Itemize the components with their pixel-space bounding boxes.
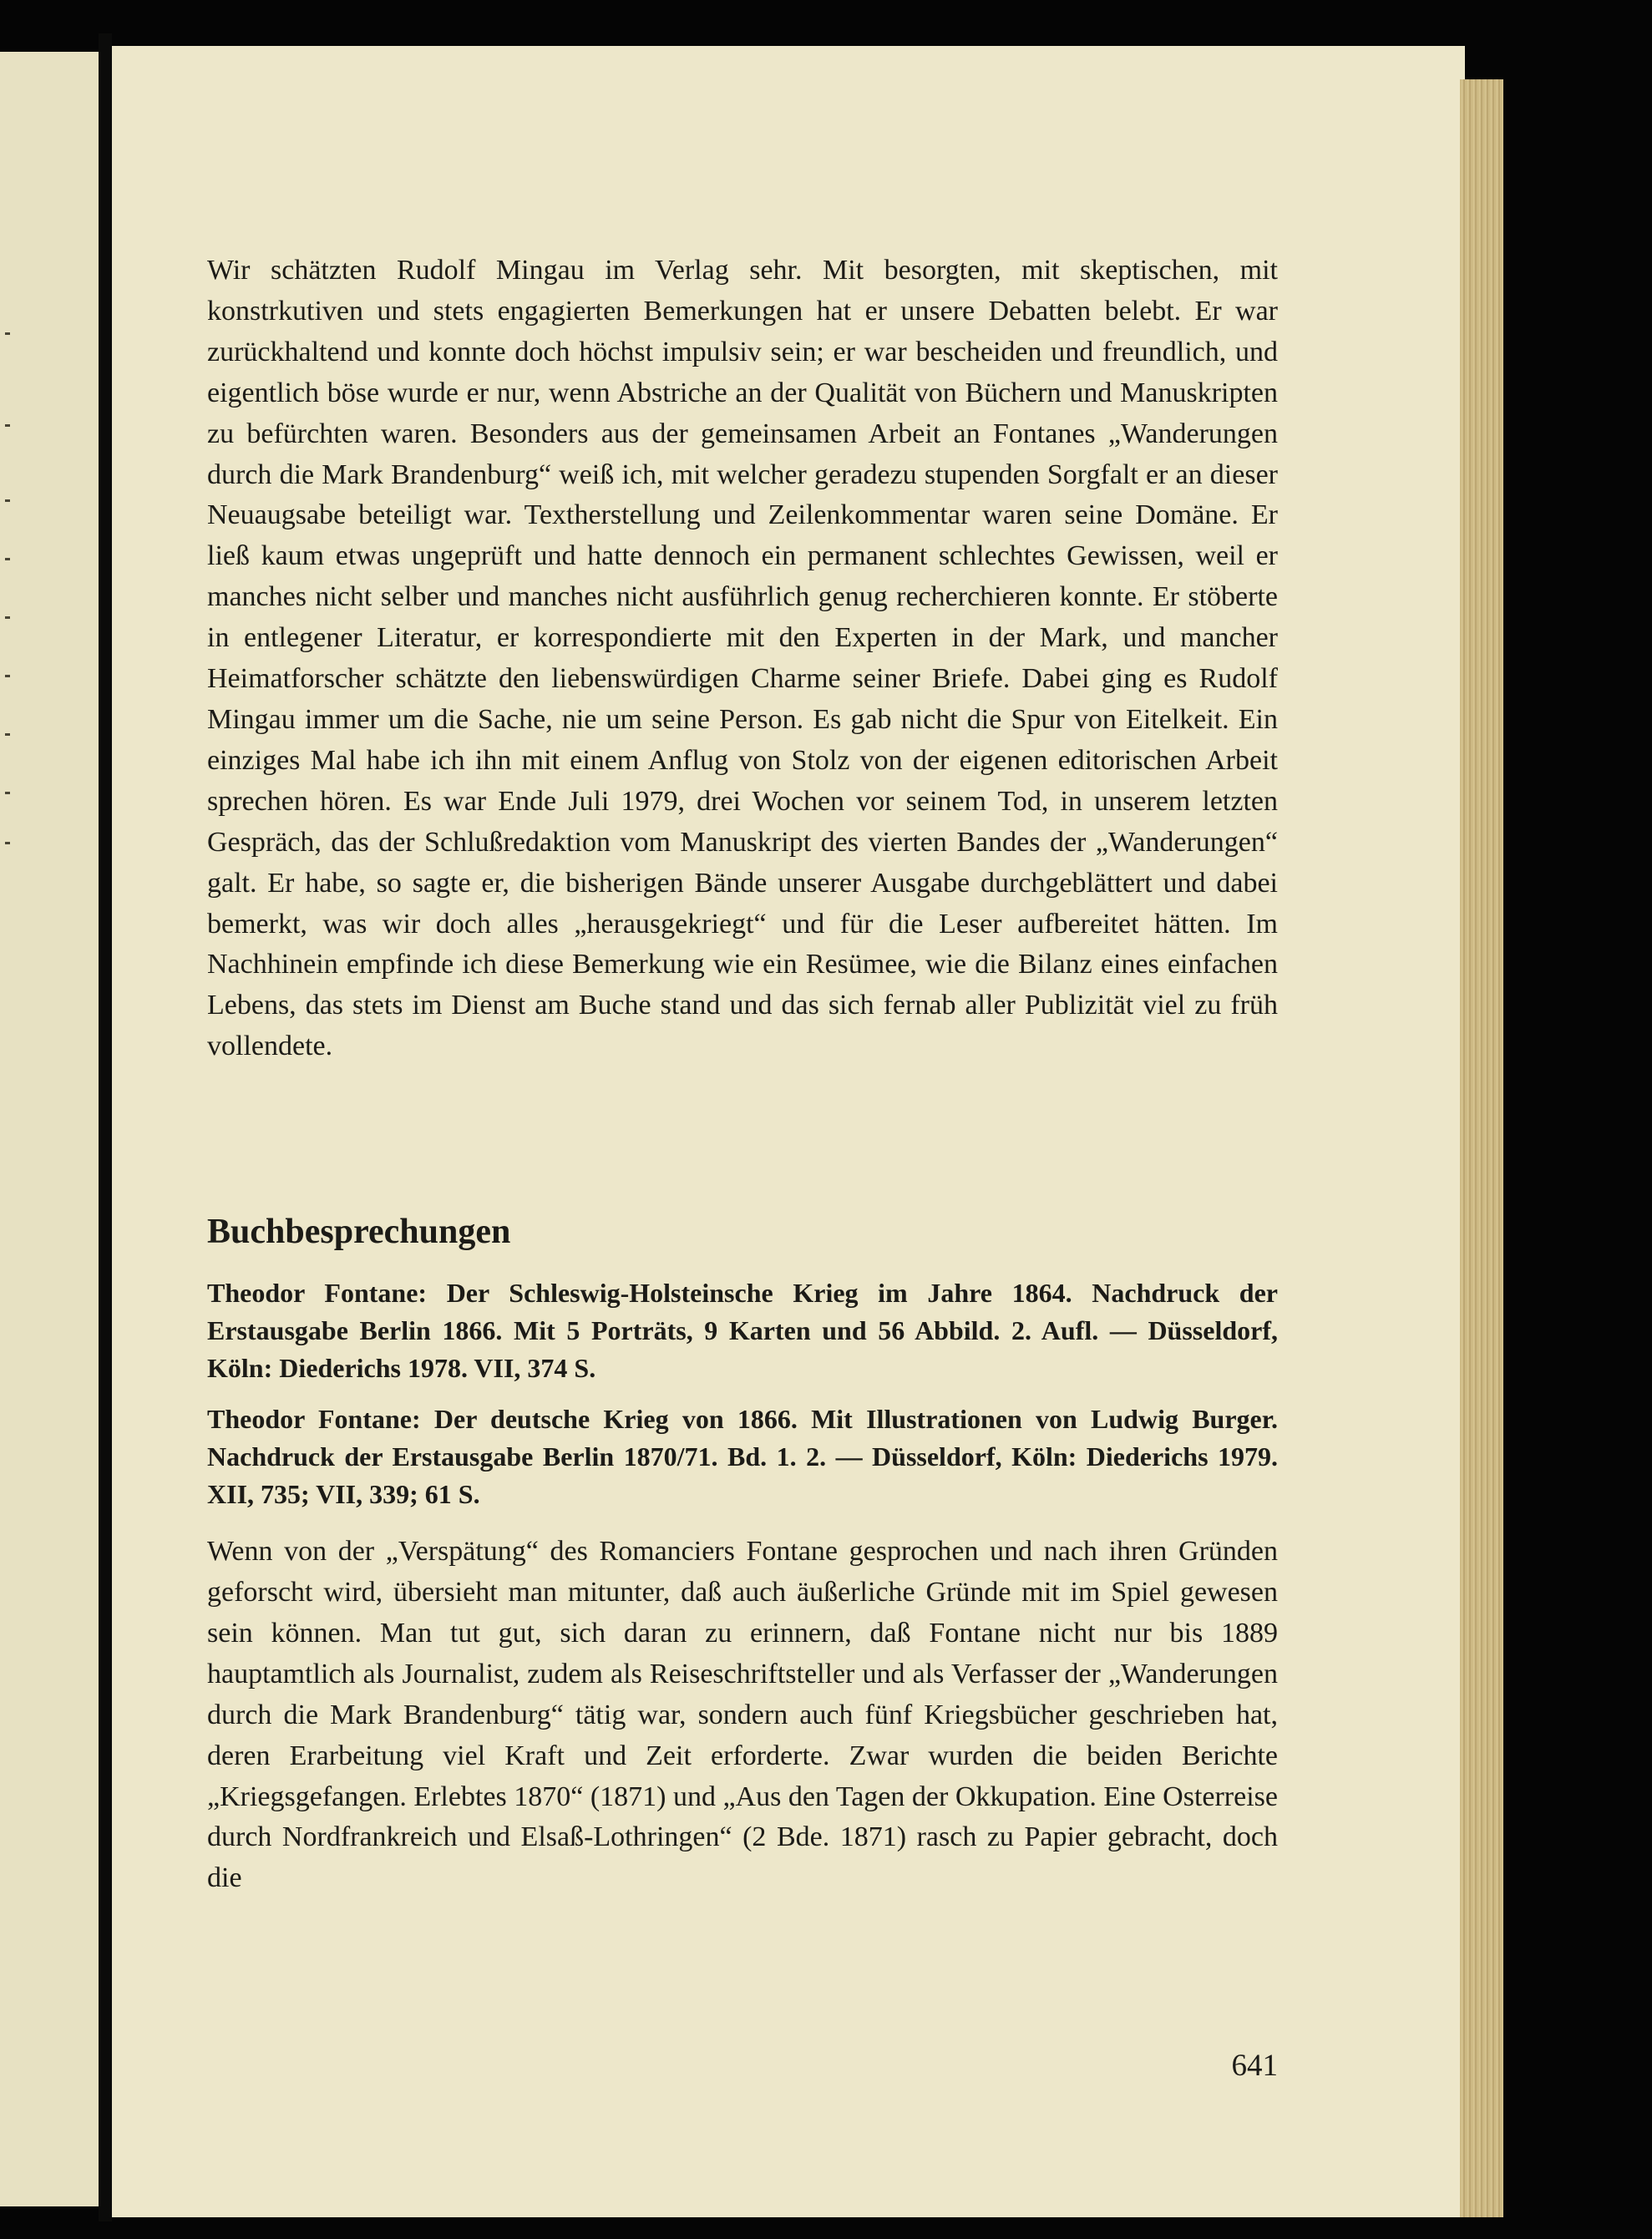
section-heading: Buchbesprechungen — [207, 1213, 511, 1252]
bibliographic-entry: Theodor Fontane: Der Schleswig-Holsteinsche Krieg im Jahre 1864. Nachdruck der Erstausgabe Berlin 1866. Mit 5 Porträts, 9 Karten und 56 Abbild. 2. Aufl. — Düsseldorf, Köln: Diederichs 1978. VII, 374 S. — [207, 1278, 1278, 1384]
left-page-edge — [0, 52, 99, 2206]
body-paragraph: Wir schätzten Rudolf Mingau im Verlag sehr. Mit besorgten, mit skeptischen, mit konstrkutiven und stets engagierten Bemerkungen hat er unsere Debatten belebt. Er war zurückhaltend und konnte doch höchst impulsiv sein; er war bescheiden und freundlich, und eigentlich böse wurde er nur, wenn Abstriche an der Qualität von Büchern und Manuskripten zu befürchten waren. Besonders aus der gemeinsamen Arbeit an Fontanes „Wanderungen durch die Mark Brandenburg“ weiß ich, mit welcher geradezu stupenden Sorgfalt er an dieser Neuaugsabe beteiligt war. Textherstellung und Zeilenkommentar waren seine Domäne. Er ließ kaum etwas ungeprüft und hatte dennoch ein permanent schlechtes Gewissen, weil er manches nicht selber und manches nicht ausführlich genug recherchieren konnte. Er stöberte in entlegener Literatur, er korrespondierte mit den Experten in der Mark, und mancher Heimatforscher schätzte den liebenswürdigen Charme seiner Briefe. Dabei ging es Rudolf Mingau immer um die Sache, nie um seine Person. Es gab nicht die Spur von Eitelkeit. Ein einziges Mal habe ich ihn mit einem Anflug von Stolz von der eigenen editorischen Arbeit sprechen hören. Es war Ende Juli 1979, drei Wochen vor seinem Tod, in unserem letzten Gespräch, das der Schlußredaktion vom Manuskript des vierten Bandes der „Wanderungen“ galt. Er habe, so sagte er, die bisherigen Bände unserer Ausgabe durchgeblättert und dabei bemerkt, was wir doch alles „herausgekriegt“ und für die Leser aufbereitet hätten. Im Nachhinein empfinde ich diese Bemerkung wie ein Resümee, wie die Bilanz eines einfachen Lebens, das stets im Dienst am Buche stand und das sich fernab aller Publizität viel zu früh vollendete. — [207, 255, 1278, 1062]
bibliographic-entry: Theodor Fontane: Der deutsche Krieg von 1866. Mit Illustrationen von Ludwig Burger. Nachdruck der Erstausgabe Berlin 1870/71. Bd. 1. 2. — Düsseldorf, Köln: Diederichs 1979. XII, 735; VII, 339; 61 S. — [207, 1404, 1278, 1510]
page-stack-edge — [1460, 79, 1503, 2217]
left-page-text-fragment — [5, 792, 10, 794]
left-page-text-fragment — [5, 733, 10, 736]
page-number: 641 — [1231, 2049, 1278, 2083]
left-page-text-fragment — [5, 616, 10, 619]
left-page-text-fragment — [5, 675, 10, 677]
review-paragraph: Wenn von der „Verspätung“ des Romanciers Fontane gesprochen und nach ihren Gründen geforscht wird, übersieht man mitunter, daß auch äußerliche Gründe mit im Spiel gewesen sein können. Man tut gut, sich daran zu erinnern, daß Fontane nicht nur bis 1889 hauptamtlich als Journalist, zudem als Reiseschriftsteller und als Verfasser der „Wanderungen durch die Mark Brandenburg“ tätig war, sondern auch fünf Kriegsbücher geschrieben hat, deren Erarbeitung viel Kraft und Zeit erforderte. Zwar wurden die beiden Berichte „Kriegsgefangen. Erlebtes 1870“ (1871) und „Aus den Tagen der Okkupation. Eine Osterreise durch Nordfrankreich und Elsaß-Lothringen“ (2 Bde. 1871) rasch zu Papier gebracht, doch die — [207, 1536, 1278, 1894]
page-content — [207, 251, 1278, 1899]
left-page-text-fragment — [5, 499, 10, 502]
left-page-text-fragment — [5, 424, 10, 427]
left-page-text-fragment — [5, 332, 10, 335]
book-gutter — [99, 33, 112, 2221]
left-page-text-fragment — [5, 558, 10, 560]
left-page-text-fragment — [5, 842, 10, 844]
